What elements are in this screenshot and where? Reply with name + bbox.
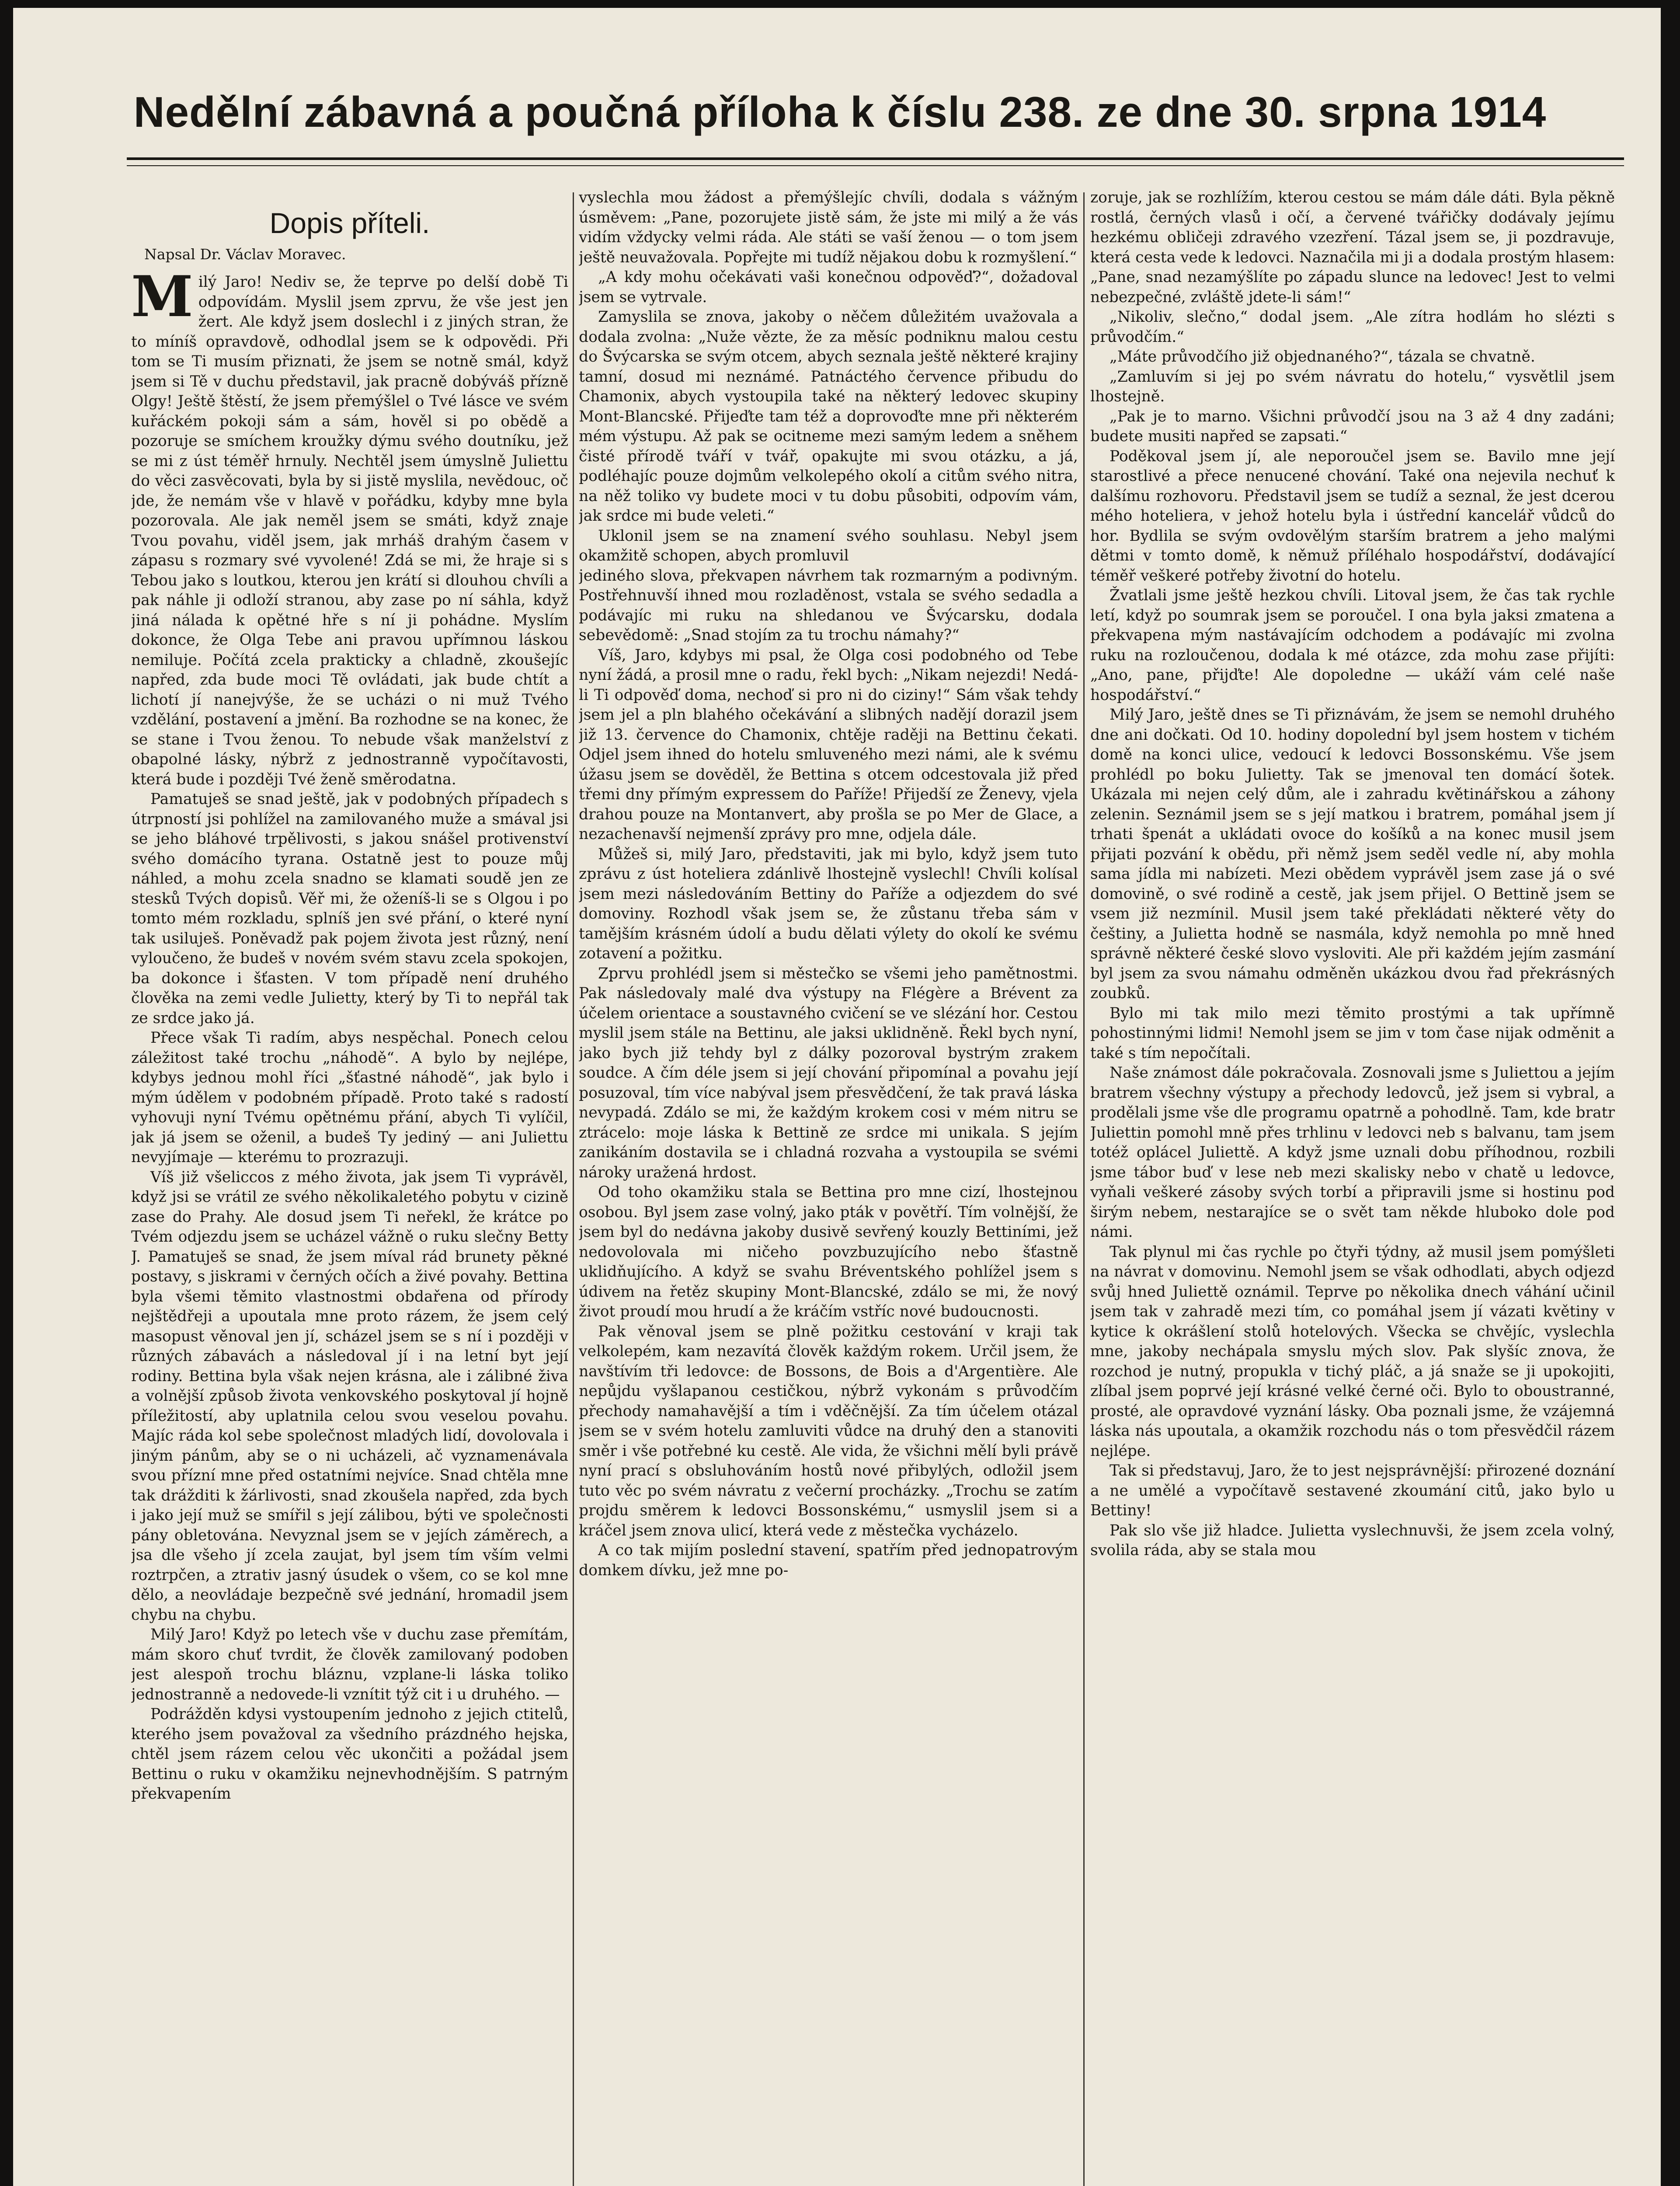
drop-cap: M bbox=[131, 264, 193, 330]
article-title: Dopis příteli. bbox=[269, 207, 430, 239]
paragraph: Zamyslila se znova, jakoby o něčem důležitém uvažovala a dodala zvolna: „Nuže vězte, že za měsíc podniknu malou cestu do Švýcarska se svým otcem, abych seznala ještě některé krajiny tamní, dosud mi neznámé. Patnáctého července přibudu do Chamonix, abych vystoupila také na některý ledovec skupiny Mont-Blancské. Přijeďte tam též a doprovoďte mne při některém mém výstupu. Až pak se ocitneme mezi samým ledem a sněhem čisté přírodě tváří v tvář, opakujte mi svou otázku, a já, podléhajíc pouze dojmům velkolepého okolí a citům svého nitra, na něž toliko vy budete moci v tu dobu působiti, odpovím vám, jak srdce mi bude veleti.“ bbox=[579, 308, 1078, 525]
masthead-rule-thick bbox=[127, 157, 1624, 160]
paragraph: Naše známost dále pokračovala. Zosnovali jsme s Juliettou a jejím bratrem všechny výstupy a přechody ledovců, jež jsem si vybral, a prodělali jsme vše dle programu opatrně a pohodlně. Tam, kde bratr Juliettin pomohl mně přes trhlinu v ledovci neb s balvanu, tam jsem totéž oplácel Juliettě. A když jsme uznali dobu příhodnou, rozbili jsme tábor buď v lese neb mezi skalisky nebo v chatě u ledovce, vyňali veškeré zásoby svých torbí a připravili jsme si hostinu pod širým nebem, nestarajíce se o svět tam někde hluboko dole pod námi. bbox=[1090, 1064, 1615, 1241]
paragraph: „Máte průvodčího již objednaného?“, tázala se chvatně. bbox=[1110, 348, 1535, 365]
paragraph: Zprvu prohlédl jsem si městečko se všemi jeho pamětnostmi. Pak následovaly malé dva výstupy na Flégère a Brévent za účelem orientace a soustavného cvičení se ve slézání hor. Cestou myslil jsem stále na Bettinu, ale jaksi uklidněně. Řekl bych nyní, jako bych již tehdy byl z dálky pozoroval bystrým zrakem soudce. A čím déle jsem si její chování připomínal a povahu její posuzoval, tím více nabýval jsem přesvědčení, že tak pravá láska nevypadá. Zdálo se mi, že každým krokem cosi v mém nitru se ztrácelo: moje láska k Bettině ze srdce mi unikala. S jejím zanikáním dostavila se i chladná rozvaha a vystoupila se svémi nároky uražená hrdost. bbox=[579, 964, 1078, 1181]
paragraph: „Pak je to marno. Všichni průvodčí jsou na 3 až 4 dny zadáni; budete musiti napřed se zapsati.“ bbox=[1090, 407, 1615, 445]
paragraph: Víš již všeliccos z mého života, jak jsem Ti vyprávěl, když jsi se vrátil ze svého několikaletého pobytu v cizině zase do Prahy. Ale dosud jsem Ti neřekl, že krátce po Tvém odjezdu jsem se ucházel vážně o ruku slečny Betty J. Pamatuješ se snad, že jsem míval rád brunety pěkné postavy, s jiskrami v černých očích a živé povahy. Bettina byla všemi těmito vlastnostmi obdařena od přírody nejštědřeji a upoutala mne proto rázem, že jsem celý masopust věnoval jen jí, scházel jsem se s ní i později v různých zábavách a následoval jí i na letní byt její rodiny. Bettina byla však nejen krásna, ale i zálibné živa a volnější způsob života venkovského poskytoval jí hojně příležitostí, aby uplatnila celou svou veselou povahu. Majíc ráda kol sebe společnost mladých lidí, dovolovala i jiným pánům, aby se o ni ucházeli, ač vyznamenávala svou přízní mne před ostatními nejvíce. Snad chtěla mne tak drážditi k žárlivosti, snad zkoušela napřed, zda bych i jako její muž se smířil s její zálibou, býti ve společnosti pány obletována. Nevyznal jsem se v jejích záměrech, a jsa dle všeho jí zcela zaujat, byl jsem tím vším velmi roztrpčen, a ztrativ jasný úsudek o všem, co se kol mne dělo, a neovládaje bezpečně své jednání, hromadil jsem chybu na chybu. bbox=[131, 1168, 568, 1624]
paragraph: Tak plynul mi čas rychle po čtyři týdny, až musil jsem pomýšleti na návrat v domovinu. Nemohl jsem se však odhodlati, abych odjezd svůj hned Juliettě oznámil. Teprve po několika dnech váhání učinil jsem tak v zahradě mezi tím, co pomáhal jsem jí vázati květiny v kytice k okrášlení stolů hotelových. Všecka se chvějíc, vyslechla mne, jakoby nechápala smyslu mých slov. Pak slyšíc znova, že rozchod je nutný, propukla v tichý pláč, a já snaže se ji upokojiti, zlíbal jsem poprvé její krásné velké černé oči. Bylo to oboustranné, prosté, ale opravdové vyznání lásky. Oba poznali jsme, že vzájemná láska nás upoutala, a okamžik rozchodu nás o tom přesvědčil rázem nejlépe. bbox=[1090, 1243, 1615, 1460]
paragraph: Milý Jaro, ještě dnes se Ti přiznávám, že jsem se nemohl druhého dne ani dočkati. Od 10. hodiny dopolední byl jsem hostem v tichém domě na konci ulice, vedoucí k ledovci Bossonskému. Vše jsem prohlédl po boku Julietty. Tak se jmenoval ten domácí šotek. Ukázala mi nejen celý dům, ale i zahradu květinářskou a záhony zelenin. Seznámil jsem se s její matkou i bratrem, pomáhal jsem jí trhati špenát a ukládati ovoce do košíků a na konec musil jsem přijati pozvání k obědu, při němž jsem seděl vedle ní, aby mohla sama jídla mi nabízeti. Mezi obědem vyprávěl jsem zase já o své domovině, o své rodině a cestě, jak jsem přijel. O Bettině jsem se vsem již nezmínil. Musil jsem také překládati některé věty do češtiny, a Julietta hodně se nasmála, když nemohla po mně hned správně některé české slovo vysloviti. Ale při každém jejím zasmání byl jsem za svou námahu odměněn ukázkou dvou řad překrásných zoubků. bbox=[1090, 706, 1615, 1002]
paragraph: zoruje, jak se rozhlížím, kterou cestou se mám dále dáti. Byla pěkně rostlá, černých vlasů i očí, a červené tvářičky dodávaly jejímu hezkému obličeji zdravého vzezření. Tázal jsem se, ji pozdravuje, která cesta vede k ledovci. Naznačila mi ji a dodala prostým hlasem: „Pane, snad nezamýšlíte po západu slunce na ledovec! Jest to velmi nebezpečné, zvláště jdete-li sám!“ bbox=[1090, 189, 1615, 306]
paragraph: Žvatlali jsme ještě hezkou chvíli. Litoval jsem, že čas tak rychle letí, když po soumrak jsem se poroučel. I ona byla jaksi zmatena a překvapena mým nastávajícím odchodem a podávajíc mi zvolna ruku na rozloučenou, dodala k mé otázce, zda mohu zase přijíti: „Ano, pane, přijďte! Ale dopoledne — ukáží vám celé naše hospodářství.“ bbox=[1090, 587, 1615, 704]
paragraph: „A kdy mohu očekávati vaši konečnou odpověď?“, dožadoval jsem se vytrvale. bbox=[579, 268, 1078, 306]
paragraph: Bylo mi tak milo mezi těmito prostými a tak upřímně pohostinnými lidmi! Nemohl jsem se jim v tom čase nijak odměnit a také s tím nepočítali. bbox=[1090, 1004, 1615, 1062]
paragraph: jediného slova, překvapen návrhem tak rozmarným a podivným. Postřehnuvší ihned mou rozladěnost, vstala se svého sedadla a podávajíc mi ruku na shledanou ve Švýcarsku, dodala sebevědomě: „Snad stojím za tu trochu námahy?“ bbox=[579, 567, 1078, 644]
paragraph: vyslechla mou žádost a přemýšlejíc chvíli, dodala s vážným úsměvem: „Pane, pozorujete jistě sám, že jste mi milý a že vás vidím vždycky velmi ráda. Ale státi se vaší ženou — o tom jsem ještě neuvažovala. Popřejte mi tudíž nějakou dobu k rozmyšlení.“ bbox=[579, 189, 1078, 266]
paragraph: Pak věnoval jsem se plně požitku cestování v kraji tak velkolepém, kam nezavítá člověk každým rokem. Určil jsem, že navštívím tři ledovce: de Bossons, de Bois a d'Argentière. Ale nepůjdu vyšlapanou cestičkou, nýbrž vykonám s průvodčím přechody namahavější a tím i vděčnější. Za tím účelem otázal jsem se v svém hotelu zamluviti vůdce na druhý den a stanoviti směr i vše potřebné ku cestě. Ale vida, že všichni mělí byli právě nyní prací s obsluhováním hostů nové přibylých, odložil jsem tuto věc po svém návratu z večerní procházky. „Trochu se zatím projdu směrem k ledovci Bossonskému,“ usmyslil jsem si a kráčel jsem znova ulicí, která vede z městečka vycházelo. bbox=[579, 1323, 1078, 1539]
paragraph: Tak si představuj, Jaro, že to jest nejsprávnější: přirozené doznání a ne umělé a vypočítavě sestavené zkoumání citů, jako bylo u Bettiny! bbox=[1090, 1462, 1615, 1519]
scan-edge-top bbox=[0, 0, 1680, 8]
column-2 bbox=[579, 188, 1078, 2186]
masthead-title: Nedělní zábavná a poučná příloha k číslu 238. ze dne 30. srpna 1914 bbox=[133, 88, 1547, 136]
paragraph: Uklonil jsem se na znamení svého souhlasu. Nebyl jsem okamžitě schopen, abych promluvil bbox=[579, 527, 1078, 564]
paragraph: „Zamluvím si jej po svém návratu do hotelu,“ vysvětlil jsem lhostejně. bbox=[1090, 368, 1615, 405]
opening-paragraph bbox=[131, 264, 568, 790]
scan-edge-left bbox=[0, 0, 13, 2186]
paragraph: Milý Jaro! Když po letech vše v duchu zase přemítám, mám skoro chuť tvrdit, že člověk zamilovaný podoben jest alespoň trochu bláznu, vzplane-li láska toliko jednostranně a nedovede-li vznítit týž cit i u druhého. — bbox=[131, 1626, 568, 1703]
paragraph: Od toho okamžiku stala se Bettina pro mne cizí, lhostejnou osobou. Byl jsem zase volný, jako pták v povětří. Tím volnější, že jsem byl do nedávna jakoby dusivě sevřený kouzly Bettiními, jež nedovolovala mi ničeho povzbuzujícího nebo šťastně uklidňujícího. A když se svahu Bréventského pohlížel jsem s údivem na řetěz skupiny Mont-Blancské, zdálo se mi, že nový život proudí mou hrudí a že kráčím vstříc nové budoucnosti. bbox=[579, 1184, 1078, 1320]
paragraph: A co tak mijím poslední stavení, spatřím před jednopatrovým domkem dívku, jež mne po- bbox=[579, 1542, 1078, 1579]
paragraph: Přece však Ti radím, abys nespěchal. Ponech celou záležitost také trochu „náhodě“. A bylo by nejlépe, kdybys jednou mohl říci „šťastné náhodě“, jak bylo i mým údělem v podobném případě. Proto také s radostí vyhovuji nyní Tvému opětnému přání, abych Ti vylíčil, jak já jsem se oženil, a budeš Ty jediný — ani Juliettu nevyjímaje — kterému to prozrazuji. bbox=[131, 1029, 568, 1166]
column-1 bbox=[131, 188, 568, 2186]
paragraph: Pamatuješ se snad ještě, jak v podobných případech s útrpností jsi pohlížel na zamilovaného muže a smával jsi se jeho bláhové trpělivosti, s jakou snášel protivenství svého domácího tyrana. Ostatně jest to pouze můj náhled, a mohu zcela snadno se klamati soudě jen ze stesků Tvých dopisů. Věř mi, že oženíš-li se s Olgou i po tomto mém rozkladu, splníš jen své přání, o které nyní tak usiluješ. Poněvadž pak pojem života jest různý, není vyloučeno, že budeš v novém svém stavu zcela spokojen, ba dokonce i šťasten. V tom případě není druhého člověka na zemi vedle Julietty, který by Ti to nepřál tak ze srdce jako já. bbox=[131, 790, 568, 1027]
masthead-rule-thin bbox=[127, 165, 1624, 166]
paragraph: „Nikoliv, slečno,“ dodal jsem. „Ale zítra hodlám ho slézti s průvodčím.“ bbox=[1090, 308, 1615, 346]
column-divider-1 bbox=[573, 192, 574, 2186]
paragraph: Můžeš si, milý Jaro, představiti, jak mi bylo, když jsem tuto zprávu z úst hoteliera zdánlivě lhostejně vyslechl! Chvíli kolísal jsem mezi následováním Bettiny do Paříže a odjezdem do své domoviny. Rozhodl však jsem se, že zůstanu třeba sám v tamějším krásném údolí a budu dělati výlety do okolí ke svému zotavení a požitku. bbox=[579, 845, 1078, 962]
paragraph: Poděkoval jsem jí, ale neporoučel jsem se. Bavilo mne její starostlivé a přece nenucené chování. Také ona nejevila nechuť k dalšímu rozhovoru. Představil jsem se tudíž a seznal, že jest dcerou mého hoteliera, v jehož hotelu byla i ústřední kancelář vůdců do hor. Bydlila se svým ovdovělým starším bratrem a jeho malými dětmi v tomto domě, k němuž příléhalo hospodářství, dodávající téměř veškeré potřeby životní do hotelu. bbox=[1090, 447, 1615, 585]
opening-paragraph-text: ilý Jaro! Nediv se, že teprve po delší době Ti odpovídám. Myslil jsem zprvu, že vše jest jen žert. Ale když jsem doslechl i z jiných stran, že to míníš opravdově, odhodlal jsem se k odpovědi. Při tom se Ti musím přiznati, že jsem se notně smál, když jsem si Tě v duchu představil, jak pracně dobýváš přízně Olgy! Ještě štěstí, že jsem přemýšlel o Tvé lásce ve svém kuřáckém pokoji sám a sám, hověl si po obědě a pozoruje se smíchem kroužky dýmu svého doutníku, jež se mi z úst téměř hrnuly. Nechtěl jsem úmyslně Juliettu do věci zasvěcovati, byla by si jistě myslila, nevědouc, oč jde, že nemám vše v hlavě v pořádku, kdyby mne byla pozorovala. Ale jak neměl jsem se smáti, když znaje Tvou povahu, viděl jsem, jak mrháš drahým časem v zápasu s rozmary své vyvolené! Zdá se mi, že hraje si s Tebou jako s loutkou, kterou jen krátí si dlouhou chvíli a pak náhle ji odloží stranou, aby zase po ní sáhla, když jiná nálada k opětné hře s ní ji pohádne. Myslím dokonce, že Olga Tebe ani pravou upřímnou láskou nemiluje. Počítá zcela prakticky a chladně, zkoušejíc napřed, zda bude moci Tě ovládati, jak bude chtít a lichotí jí nanejvýše, že se ucházi o ni muž Tvého vzdělání, postavení a jmění. Ba rozhodne se na konec, že se stane i Tvou ženou. To nebude však manželství z obapolné lásky, nýbrž z jednostranně vypočítavosti, která bude i později Tvé ženě směrodatna. bbox=[131, 273, 568, 788]
article-byline: Napsal Dr. Václav Moravec. bbox=[144, 246, 346, 263]
scan-edge-right bbox=[1661, 0, 1680, 2186]
column-divider-2 bbox=[1083, 192, 1085, 2186]
paragraph: Víš, Jaro, kdybys mi psal, že Olga cosi podobného od Tebe nyní žádá, a prosil mne o radu, řekl bych: „Nikam nejezdi! Nedá-li Ti odpověď doma, nechoď si pro ni do ciziny!“ Sám však tehdy jsem jel a pln blahého očekávání a slibných nadějí dorazil jsem již 13. července do Chamonix, chtěje raději na Bettinu čekati. Odjel jsem ihned do hotelu smluveného mezi námi, ale k svému úžasu jsem se dověděl, že Bettina s otcem odcestovala již před třemi dny přímým expressem do Paříže! Přijedší ze Ženevy, vjela drahou pouze na Montanvert, aby prošla se po Mer de Glace, a nezachenavší nejmenší zprávy pro mne, odjela dále. bbox=[579, 646, 1078, 843]
paragraph: Pak slo vše již hladce. Julietta vyslechnuvši, že jsem zcela volný, svolila ráda, aby se stala mou bbox=[1090, 1521, 1615, 1559]
paragraph: Podrážděn kdysi vystoupením jednoho z jejich ctitelů, kterého jsem považoval za všedního prázdného hejska, chtěl jsem rázem celou věc ukončiti a požádal jsem Bettinu o ruku v okamžiku nejnevhodnějším. S patrným překvapením bbox=[131, 1706, 568, 1803]
column-3 bbox=[1090, 188, 1615, 2186]
